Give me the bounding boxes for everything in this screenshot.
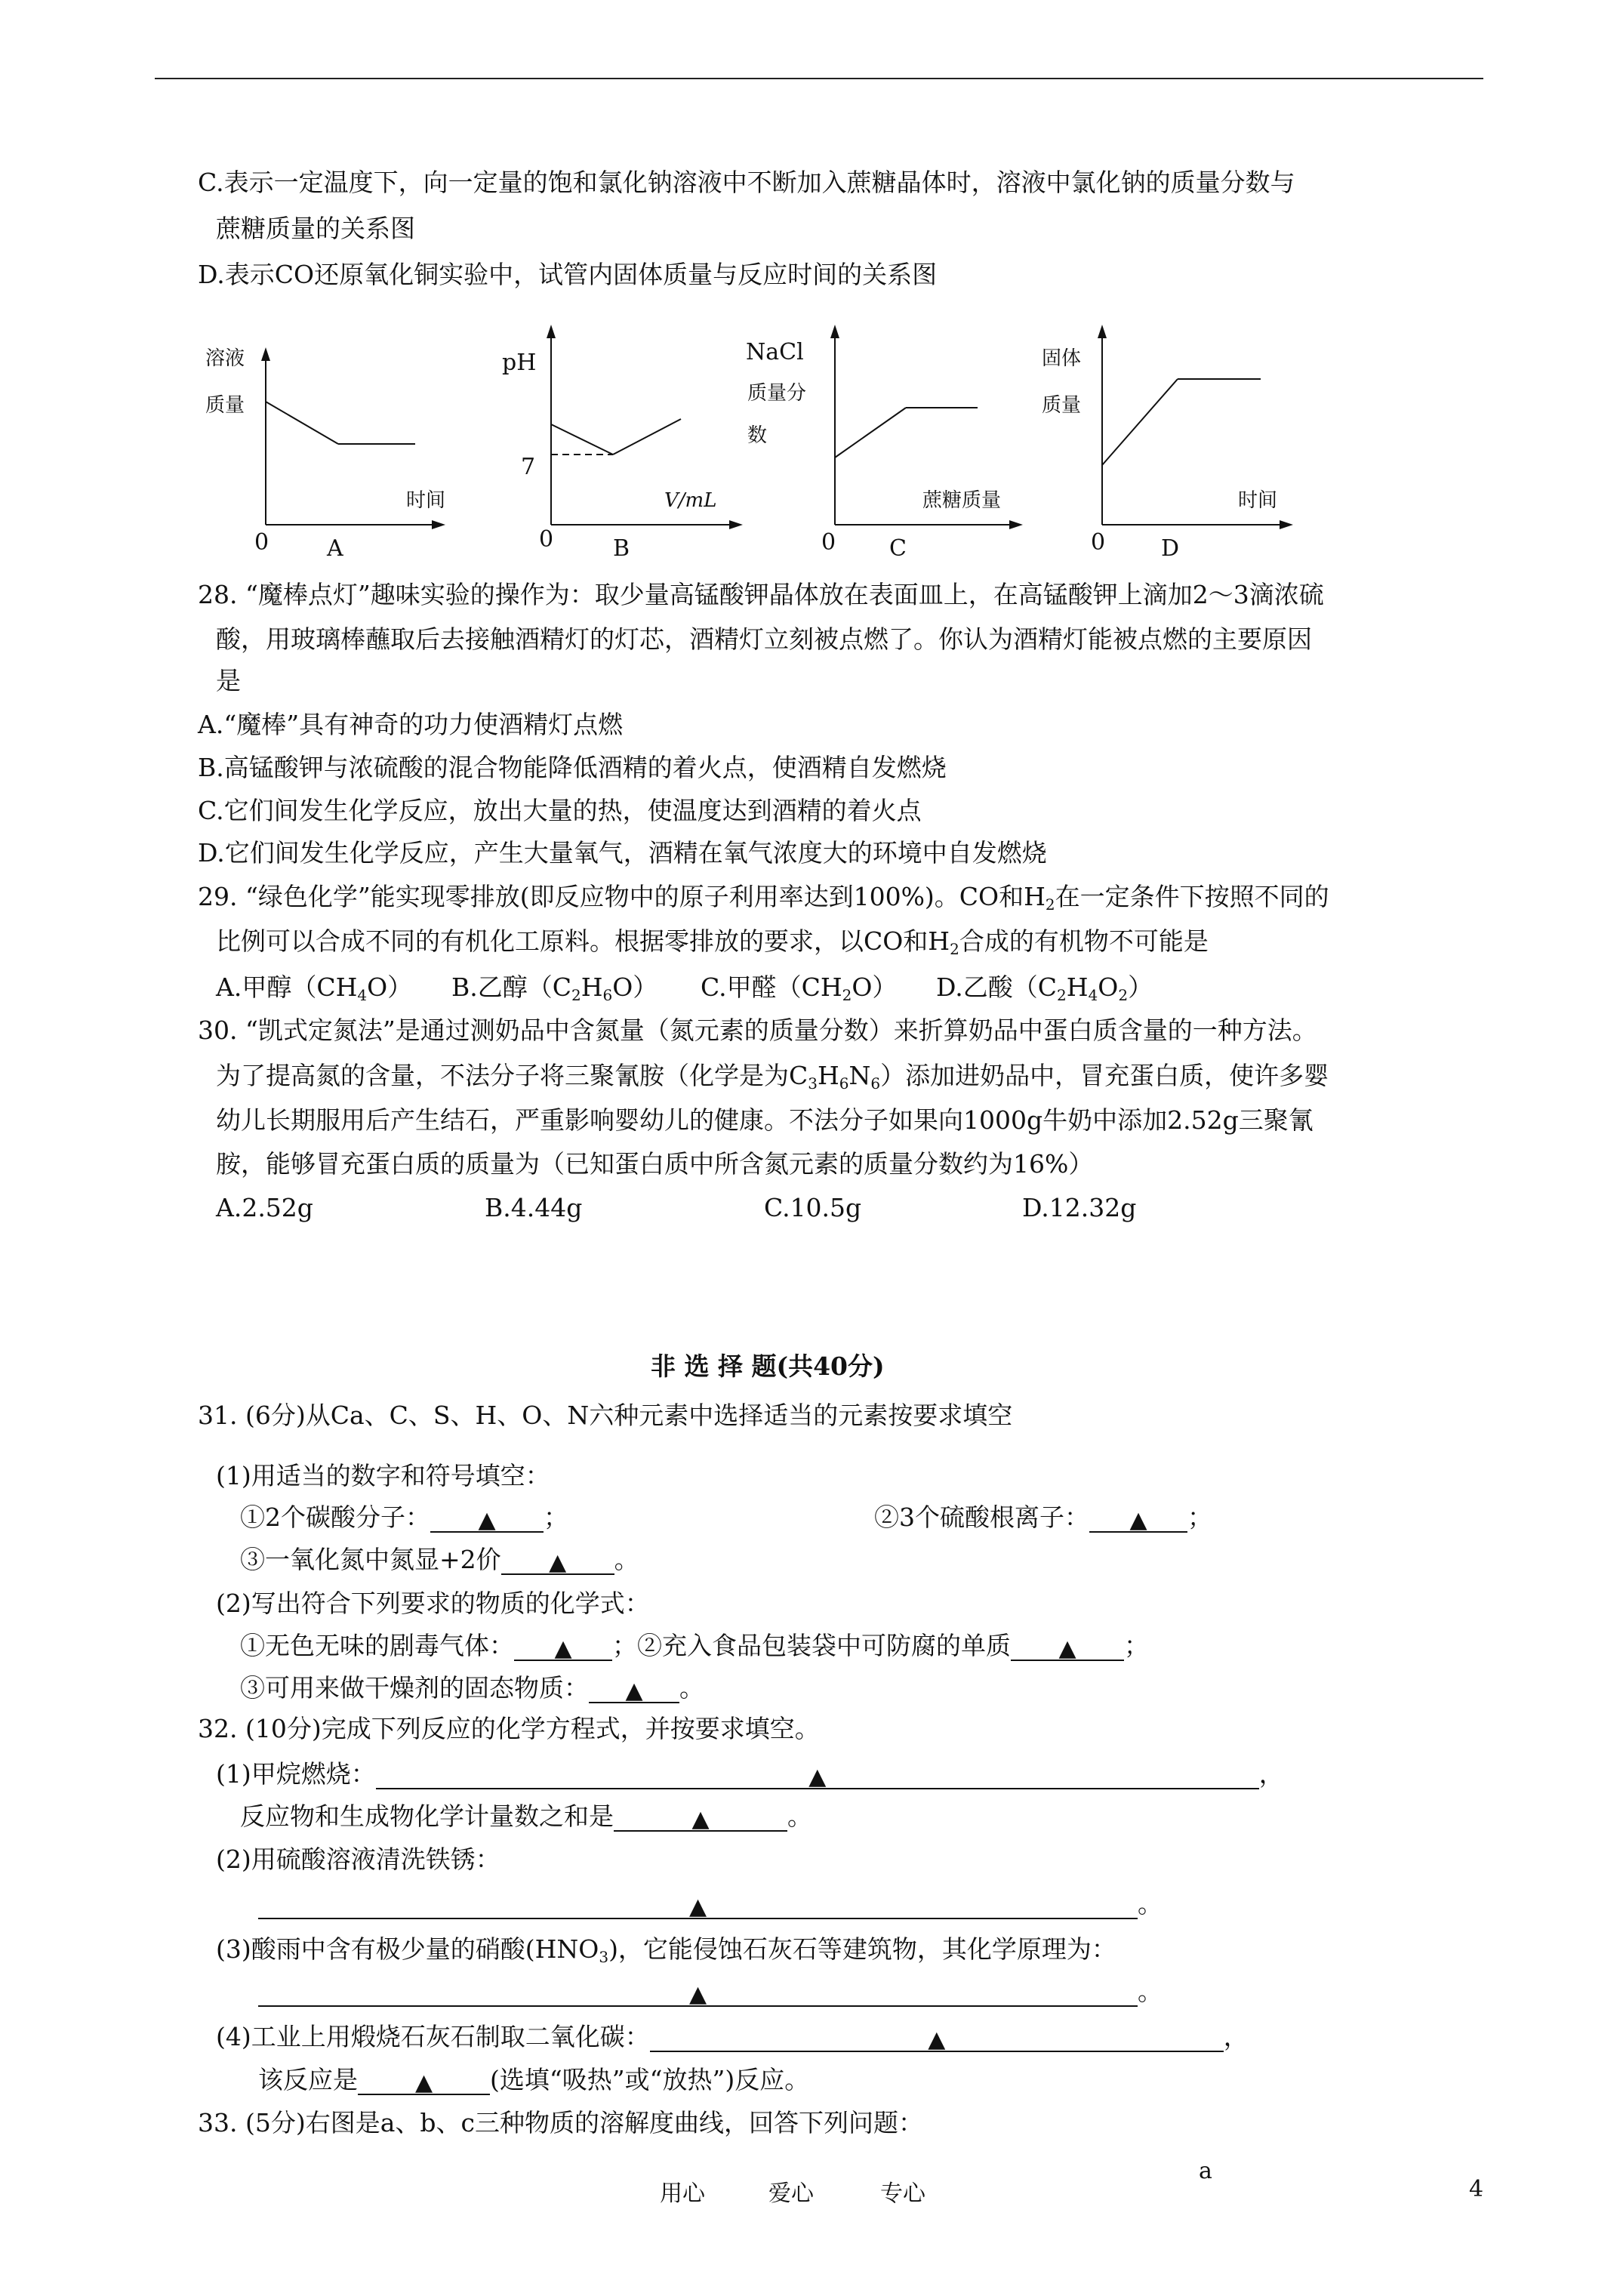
q28-optA: A.“魔棒”具有神奇的功力使酒精灯点燃: [198, 710, 624, 739]
page-number: 4: [1469, 2176, 1484, 2202]
graph-a-xlabel: 时间: [406, 489, 446, 512]
graph-b-ylabel: pH: [502, 350, 537, 376]
q30-optC: C.10.5g: [764, 1193, 862, 1222]
graph-b-origin: 0: [539, 526, 554, 553]
q29-optC: C.甲醛$(CH_2O)$: [701, 972, 898, 1004]
answer-blank[interactable]: ▲: [358, 2066, 490, 2095]
q29-optB: B.乙醇$(C_2H_6O)$: [451, 972, 658, 1004]
graph-a-tag: A: [327, 535, 343, 562]
q30-line4: 胺，能够冒充蛋白质的质量为（已知蛋白质中所含氮元素的质量分数约为16%）: [216, 1149, 1094, 1179]
q28-line2: 酸，用玻璃棒蘸取后去接触酒精灯的灯芯，酒精灯立刻被点燃了。你认为酒精灯能被点燃的主要原因: [216, 624, 1312, 654]
q32-p1b: 反应物和生成物化学计量数之和是 ▲ 。: [240, 1801, 812, 1832]
graph-c-origin: 0: [821, 529, 836, 556]
graph-b-tick7: 7: [521, 454, 536, 480]
q31-p2a: ①无色无味的剧毒气体： ▲ ；②充入食品包装袋中可防腐的单质 ▲ ；: [240, 1631, 1149, 1662]
q31-p2: (2)写出符合下列要求的物质的化学式：: [216, 1589, 650, 1618]
graph-d-ylabel1: 固体: [1042, 347, 1082, 370]
answer-blank[interactable]: ▲: [614, 1803, 787, 1832]
q32-p4: (4)工业上用煅烧石灰石制取二氧化碳： ▲ ，: [216, 2022, 1249, 2053]
answer-blank[interactable]: ▲: [514, 1632, 612, 1661]
graph-d-ylabel2: 质量: [1042, 394, 1082, 417]
q31-p1: (1)用适当的数字和符号填空：: [216, 1461, 550, 1490]
graph-b-tag: B: [613, 535, 630, 562]
q27-optD: D.表示CO还原氧化铜实验中，试管内固体质量与反应时间的关系图: [198, 260, 938, 289]
answer-blank[interactable]: ▲: [589, 1675, 679, 1703]
footer-motto-2: 爱心: [768, 2180, 814, 2207]
q30-optA: A.2.52g: [216, 1193, 313, 1222]
footer-a-label: a: [1199, 2158, 1212, 2184]
q28-line3: 是: [216, 666, 241, 695]
q32-p3: (3)酸雨中含有极少量的硝酸$(HNO_3)$，它能侵蚀石灰石等建筑物，其化学原理为：: [216, 1934, 1116, 1966]
graph-d-xlabel: 时间: [1238, 489, 1278, 512]
q29-line1: 29. “绿色化学”能实现零排放(即反应物中的原子利用率达到100%)。CO和$H_2$在一定条件下按照不同的: [198, 882, 1329, 914]
q30-line2: 为了提高氮的含量，不法分子将三聚氰胺（化学是为$C_3H_6N_6$）添加进奶品中，冒充蛋白质，使许多婴: [216, 1061, 1329, 1093]
graph-b-xlabel: V/mL: [664, 489, 717, 512]
q28-line1: 28. “魔棒点灯”趣味实验的操作为：取少量高锰酸钾晶体放在表面皿上，在高锰酸钾上滴加2～3滴浓硫: [198, 580, 1324, 609]
q31-p2c: ③可用来做干燥剂的固态物质： ▲ 。: [240, 1673, 704, 1704]
section-title: 非 选 择 题(共40分): [651, 1351, 885, 1381]
q31-p1b: ②3个硫酸根离子： ▲ ；: [874, 1502, 1212, 1533]
q29-optD: D.乙酸$(C_2H_4O_2)$: [936, 972, 1153, 1004]
graph-a-ylabel2: 质量: [205, 394, 245, 417]
q33-stem: 33. (5分)右图是a、b、c三种物质的溶解度曲线，回答下列问题：: [198, 2108, 923, 2137]
graph-c-xlabel: 蔗糖质量: [922, 489, 1002, 512]
answer-blank[interactable]: ▲: [258, 1978, 1138, 2007]
q32-p3-answer: ▲ 。: [258, 1977, 1163, 2007]
graph-c-ylabel2: 质量分: [747, 382, 807, 405]
q32-stem: 32. (10分)完成下列反应的化学方程式，并按要求填空。: [198, 1714, 820, 1743]
graph-c-ylabel1: NaCl: [746, 339, 804, 365]
q32-p1: (1)甲烷燃烧： ▲ ，: [216, 1759, 1284, 1790]
graph-d-origin: 0: [1091, 529, 1106, 556]
q28-optC: C.它们间发生化学反应，放出大量的热，使温度达到酒精的着火点: [198, 796, 922, 825]
answer-blank[interactable]: ▲: [1011, 1632, 1124, 1661]
q29-line2: 比例可以合成不同的有机化工原料。根据零排放的要求，以CO和$H_2$合成的有机物不可能是: [216, 926, 1209, 958]
graph-d-tag: D: [1161, 535, 1180, 562]
answer-blank[interactable]: ▲: [650, 2023, 1224, 2052]
q27-optC-line2: 蔗糖质量的关系图: [216, 214, 415, 243]
top-rule: [155, 78, 1483, 79]
graph-a-origin: 0: [254, 529, 269, 556]
q30-line3: 幼儿长期服用后产生结石，严重影响婴幼儿的健康。不法分子如果向1000g牛奶中添加2.52g三聚氰: [216, 1105, 1313, 1135]
answer-blank[interactable]: ▲: [501, 1546, 614, 1575]
graph-a-ylabel1: 溶液: [205, 347, 245, 370]
answer-blank[interactable]: ▲: [1089, 1504, 1187, 1533]
answer-blank[interactable]: ▲: [258, 1891, 1138, 1919]
q27-optC-line1: C.表示一定温度下，向一定量的饱和氯化钠溶液中不断加入蔗糖晶体时，溶液中氯化钠的质量分数与: [198, 168, 1295, 197]
q30-optD: D.12.32g: [1022, 1193, 1137, 1222]
q28-optD: D.它们间发生化学反应，产生大量氧气，酒精在氧气浓度大的环境中自发燃烧: [198, 838, 1047, 868]
q31-p1c: ③一氧化氮中氮显+2价 ▲ 。: [240, 1545, 639, 1576]
q30-line1: 30. “凯式定氮法”是通过测奶品中含氮量（氮元素的质量分数）来折算奶品中蛋白质含量的一种方法。: [198, 1015, 1317, 1045]
q31-stem: 31. (6分)从Ca、C、S、H、O、N六种元素中选择适当的元素按要求填空: [198, 1401, 1013, 1430]
footer-motto-1: 用心: [660, 2180, 705, 2207]
graph-c-tag: C: [889, 535, 907, 562]
q32-p4b: 该反应是 ▲ (选填“吸热”或“放热”)反应。: [258, 2065, 810, 2096]
q28-optB: B.高锰酸钾与浓硫酸的混合物能降低酒精的着火点，使酒精自发燃烧: [198, 753, 947, 782]
q30-optB: B.4.44g: [485, 1193, 583, 1222]
q29-optA: A.甲醇$(CH_4O)$: [216, 972, 413, 1004]
q32-p2-answer: ▲ 。: [258, 1889, 1163, 1919]
answer-blank[interactable]: ▲: [376, 1761, 1259, 1789]
q32-p2: (2)用硫酸溶液清洗铁锈：: [216, 1845, 500, 1874]
graph-c-ylabel3: 数: [747, 424, 768, 447]
footer-motto-3: 专心: [880, 2180, 925, 2207]
q31-p1a: ①2个碳酸分子： ▲ ；: [240, 1502, 568, 1533]
answer-blank[interactable]: ▲: [430, 1504, 544, 1533]
